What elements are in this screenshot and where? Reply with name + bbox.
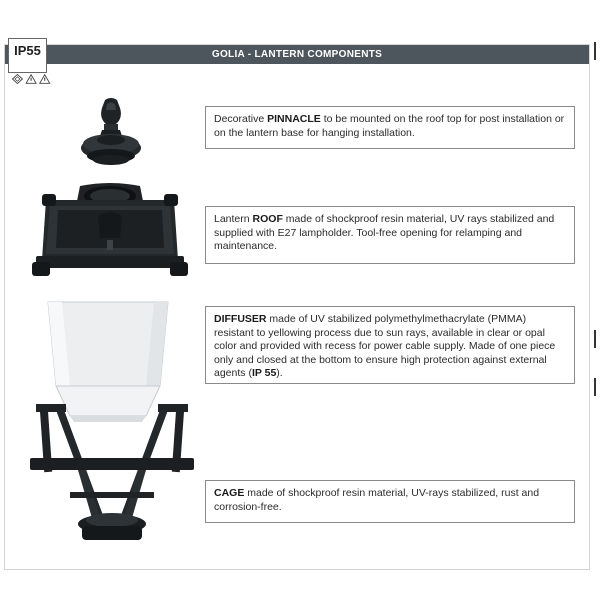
edge-mark bbox=[594, 330, 596, 348]
cage-illustration bbox=[30, 400, 194, 548]
callout-pinnacle-after: to be mounted on the roof top for post installation or on the lantern base for hanging installation. bbox=[214, 113, 565, 139]
warning-triangle-icon bbox=[26, 75, 36, 84]
callout-pinnacle-bold: PINNACLE bbox=[267, 113, 321, 125]
ip-rating-badge bbox=[8, 38, 47, 73]
pinnacle-illustration bbox=[78, 96, 144, 172]
callout-cage-bold: CAGE bbox=[214, 487, 245, 499]
warning-triangle-icon bbox=[40, 75, 50, 84]
callout-diffuser-after: made of UV stabilized polymethylmethacrylate (PMMA) resistant to yellowing process due to sun rays, available in clear or opal color and provided with recess for power cable supply. Made of one piece only and closed at the bottom to ensure high protection against external agents ( bbox=[214, 313, 556, 379]
section-header: GOLIA - LANTERN COMPONENTS bbox=[5, 45, 589, 64]
callout-diffuser-bold2: IP 55 bbox=[251, 367, 277, 379]
callout-roof-before: Lantern bbox=[214, 213, 253, 225]
ip-rating-text: IP55 bbox=[14, 43, 41, 58]
callout-roof bbox=[205, 206, 575, 264]
callout-diffuser-after2: ). bbox=[276, 367, 283, 379]
callout-diffuser-bold: DIFFUSER bbox=[214, 313, 267, 325]
callout-cage bbox=[205, 480, 575, 523]
callout-roof-bold: ROOF bbox=[252, 213, 283, 225]
callout-pinnacle-before: Decorative bbox=[214, 113, 268, 125]
class-ii-diamond-icon bbox=[12, 74, 22, 83]
callout-pinnacle bbox=[205, 106, 575, 149]
callout-roof-after: made of shockproof resin material, UV rays stabilized and supplied with E27 lampholder. Tool-free opening for relamping and maintenance. bbox=[214, 213, 555, 252]
callout-cage-after: made of shockproof resin material, UV-rays stabilized, rust and corrosion-free. bbox=[214, 487, 540, 513]
edge-mark bbox=[594, 378, 596, 396]
certification-icons bbox=[10, 74, 54, 84]
callout-diffuser bbox=[205, 306, 575, 384]
roof-illustration bbox=[28, 180, 192, 282]
edge-mark bbox=[594, 42, 596, 60]
